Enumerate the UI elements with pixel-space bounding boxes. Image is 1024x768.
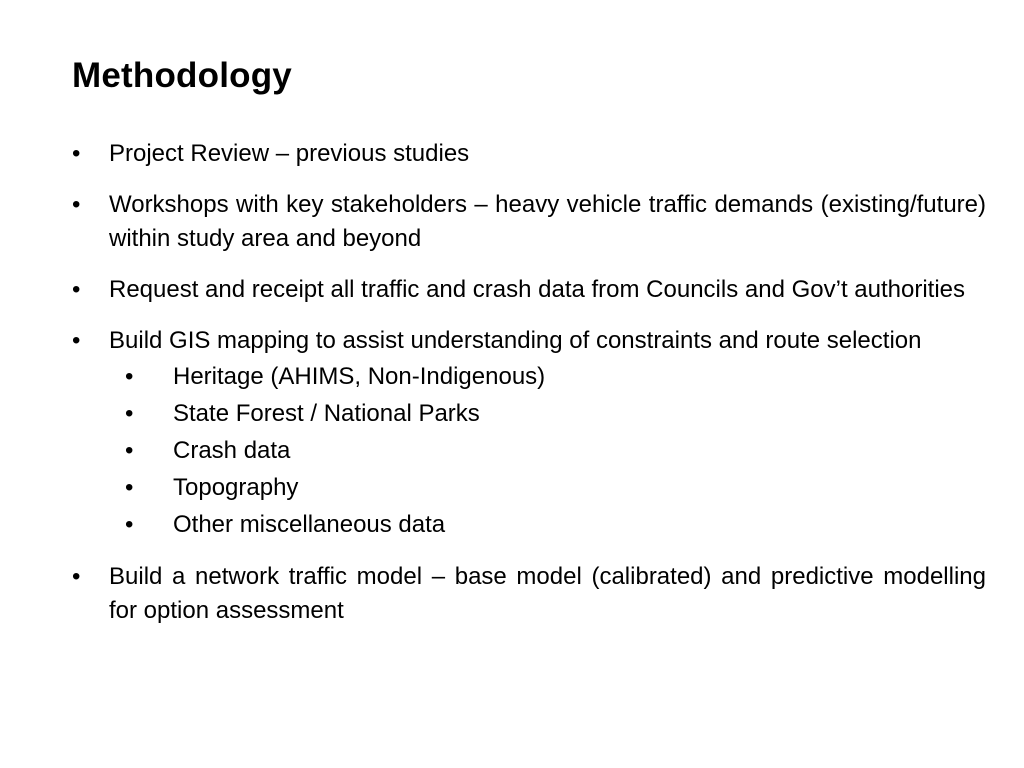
bullet-item	[72, 324, 986, 543]
sub-bullet-text: Other miscellaneous data	[173, 511, 446, 538]
bullet-text: Project Review – previous studies	[109, 140, 470, 167]
sub-bullet-dot-icon: •	[125, 363, 134, 390]
sub-bullet-item	[109, 395, 986, 432]
bullet-text: Request and receipt all traffic and crash data from Councils and Gov’t authorities	[109, 276, 966, 303]
sub-bullet-item	[109, 506, 986, 543]
sub-bullet-text: Crash data	[173, 437, 291, 464]
sub-bullet-dot-icon: •	[125, 400, 134, 427]
bullet-text: Build a network traffic model – base model (calibrated) and predictive modelling for option assessment	[109, 563, 986, 624]
bullet-list	[72, 137, 986, 628]
sub-bullet-item	[109, 358, 986, 395]
sub-bullet-text: Heritage (AHIMS, Non-Indigenous)	[173, 363, 546, 390]
bullet-dot-icon: •	[72, 276, 81, 303]
sub-bullet-dot-icon: •	[125, 511, 134, 538]
slide-title: Methodology	[72, 56, 292, 95]
bullet-item	[72, 137, 986, 171]
bullet-item	[72, 273, 986, 307]
bullet-item	[72, 188, 986, 256]
sub-bullet-text: Topography	[173, 474, 299, 501]
sub-bullet-item	[109, 469, 986, 506]
sub-bullet-item	[109, 432, 986, 469]
sub-bullet-dot-icon: •	[125, 437, 134, 464]
bullet-dot-icon: •	[72, 191, 81, 218]
sub-bullet-list	[109, 358, 986, 543]
bullet-text: Workshops with key stakeholders – heavy vehicle traffic demands (existing/future) within study area and beyond	[109, 191, 986, 252]
slide-content	[72, 137, 986, 628]
bullet-dot-icon: •	[72, 327, 81, 354]
sub-bullet-dot-icon: •	[125, 474, 134, 501]
bullet-text: Build GIS mapping to assist understanding of constraints and route selection	[109, 327, 922, 354]
bullet-dot-icon: •	[72, 140, 81, 167]
sub-bullet-text: State Forest / National Parks	[173, 400, 480, 427]
bullet-dot-icon: •	[72, 563, 81, 590]
bullet-item	[72, 560, 986, 628]
